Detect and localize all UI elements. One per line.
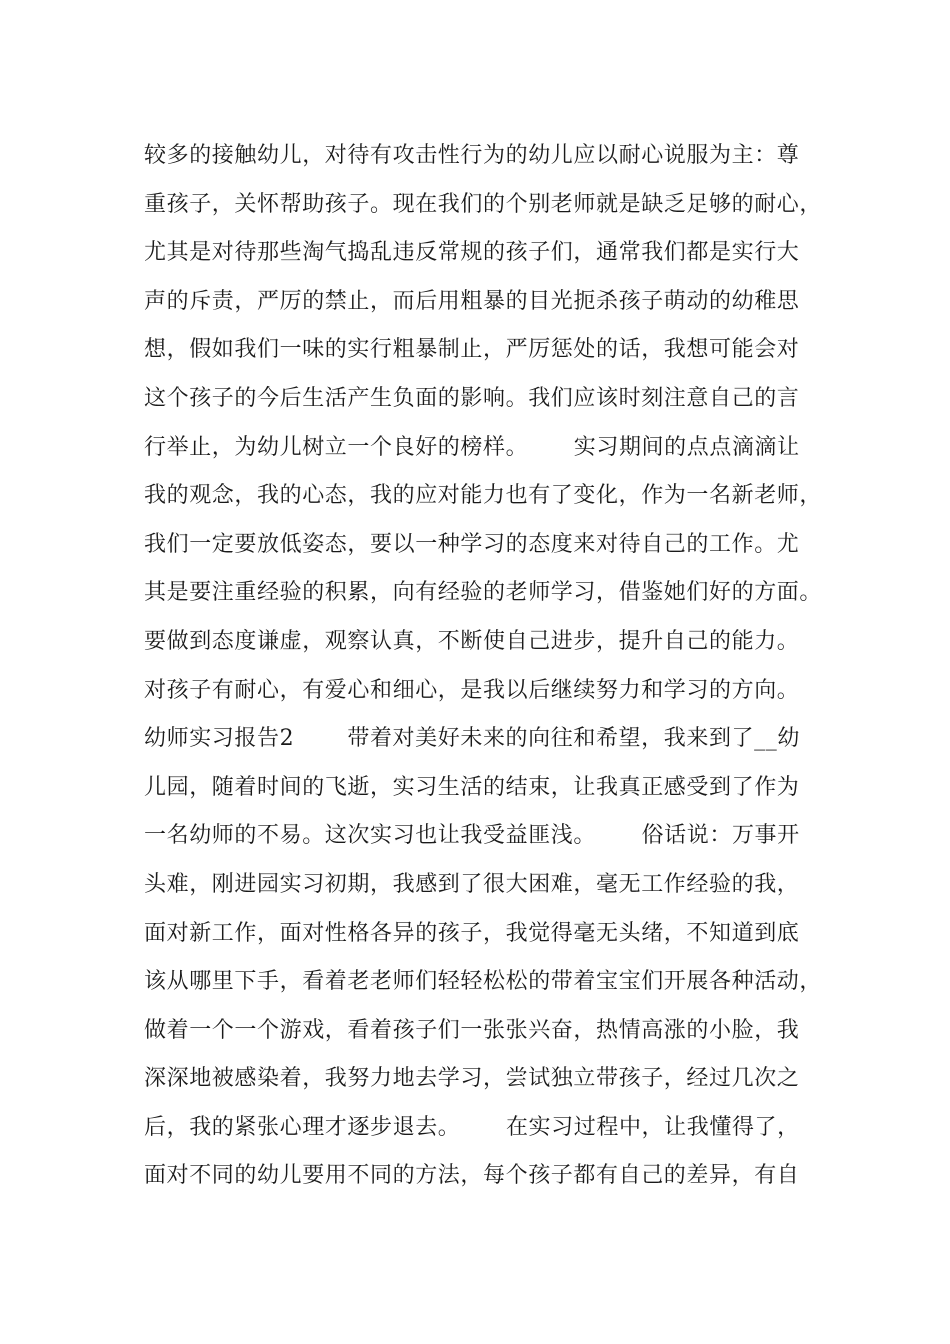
text-line: 头难，刚进园实习初期，我感到了很大困难，毫无工作经验的我， [144,871,800,897]
text-line: 要做到态度谦虚，观察认真，不断使自己进步，提升自己的能力。 [144,628,800,654]
text-line: 较多的接触幼儿，对待有攻击性行为的幼儿应以耐心说服为主：尊 [144,143,800,168]
text-line: 想，假如我们一味的实行粗暴制止，严厉惩处的话，我想可能会对 [144,337,800,363]
text-line: 声的斥责，严厉的禁止，而后用粗暴的目光扼杀孩子萌动的幼稚思 [144,288,800,314]
text-line: 做着一个一个游戏，看着孩子们一张张兴奋，热情高涨的小脸，我 [144,1017,800,1043]
text-line: 我们一定要放低姿态，要以一种学习的态度来对待自己的工作。尤 [144,531,800,557]
text-line: 其是要注重经验的积累，向有经验的老师学习，借鉴她们好的方面。 [144,580,823,606]
text-line: 该从哪里下手，看着老老师们轻轻松松的带着宝宝们开展各种活动， [144,969,823,995]
text-line: 面对新工作，面对性格各异的孩子，我觉得毫无头绪，不知道到底 [144,920,800,946]
text-line: 一名幼师的不易。这次实习也让我受益匪浅。 俗话说：万事开 [144,823,800,849]
text-line: 这个孩子的今后生活产生负面的影响。我们应该时刻注意自己的言 [144,385,800,411]
section-heading-line: 幼师实习报告2 带着对美好未来的向往和希望，我来到了__幼 [144,726,800,752]
text-line: 儿园，随着时间的飞逝，实习生活的结束，让我真正感受到了作为 [144,774,800,800]
text-line: 深深地被感染着，我努力地去学习，尝试独立带孩子，经过几次之 [144,1066,800,1092]
text-line: 后，我的紧张心理才逐步退去。 在实习过程中，让我懂得了， [144,1114,800,1140]
text-line: 对孩子有耐心，有爱心和细心，是我以后继续努力和学习的方向。 [144,677,800,703]
body-text [144,132,824,1201]
text-line: 尤其是对待那些淘气捣乱违反常规的孩子们，通常我们都是实行大 [144,240,800,266]
text-line: 面对不同的幼儿要用不同的方法，每个孩子都有自己的差异，有自 [144,1163,800,1189]
text-line: 行举止，为幼儿树立一个良好的榜样。 实习期间的点点滴滴让 [144,434,800,460]
text-line: 重孩子，关怀帮助孩子。现在我们的个别老师就是缺乏足够的耐心， [144,191,823,217]
text-line: 我的观念，我的心态，我的应对能力也有了变化，作为一名新老师， [144,483,823,509]
